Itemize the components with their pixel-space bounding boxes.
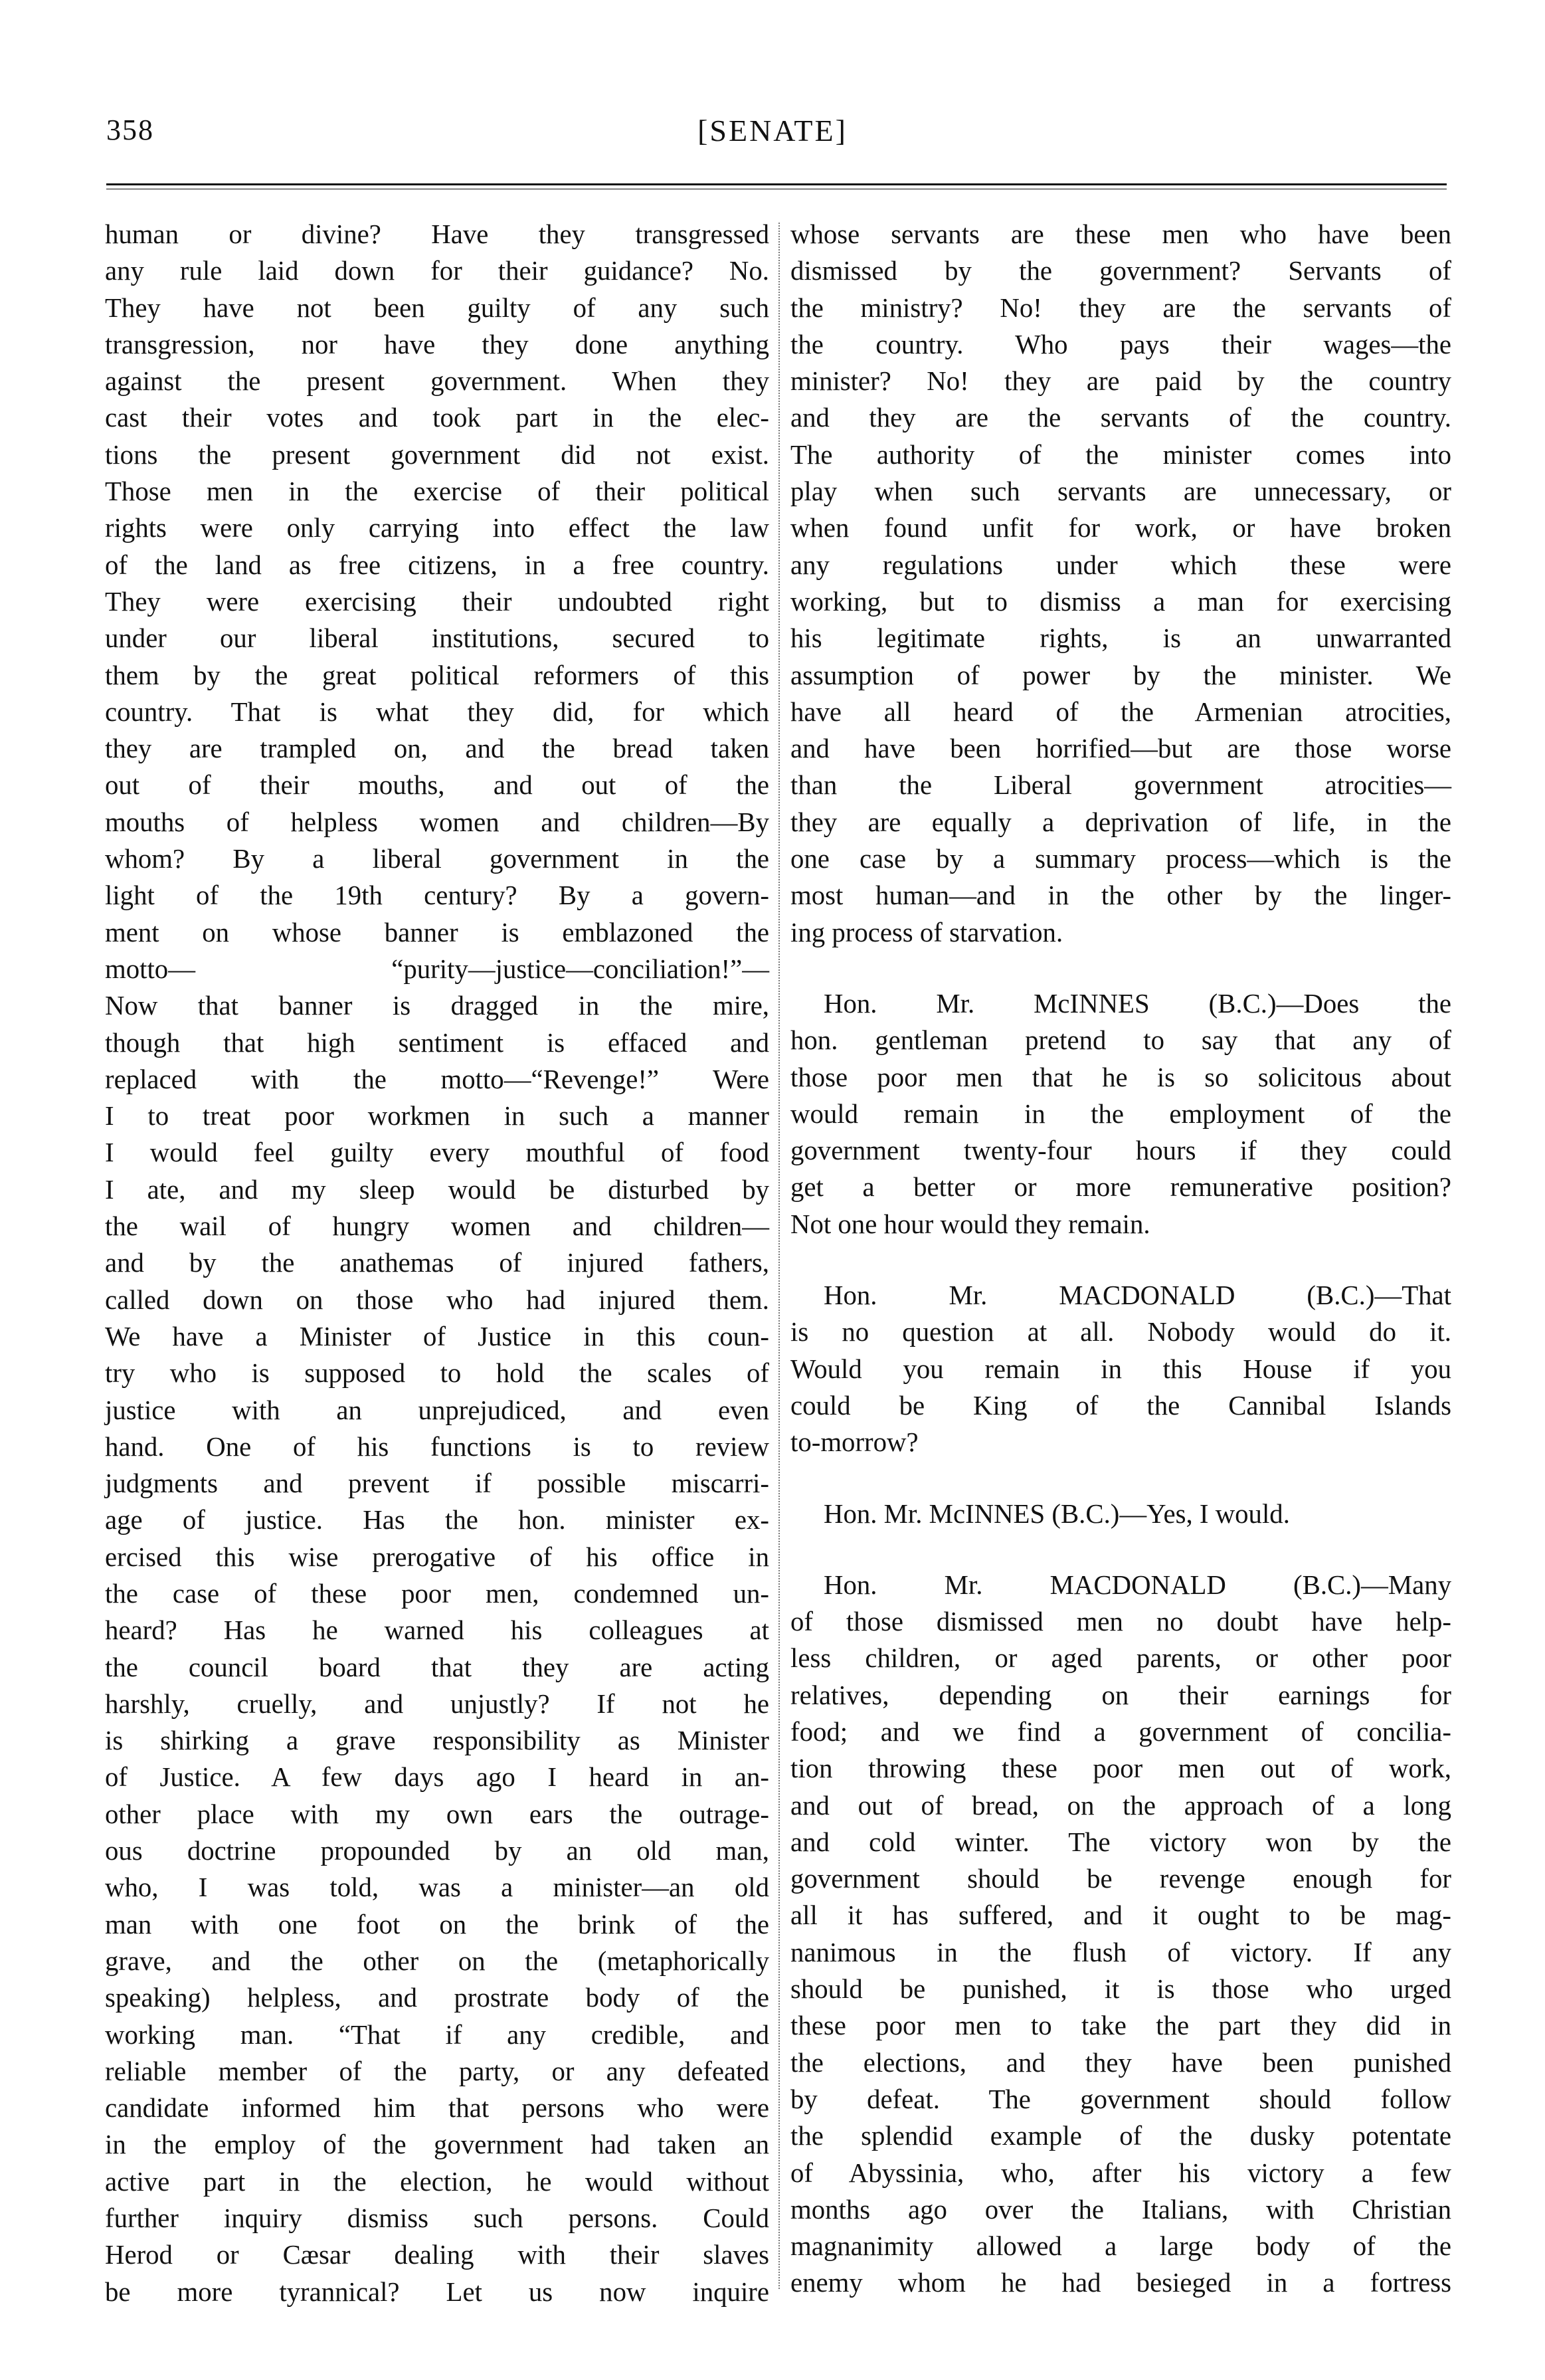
text-line: called down on those who had injured them.: [105, 1284, 769, 1315]
text-line: the council board that they are acting: [105, 1652, 769, 1682]
text-line: could be King of the Cannibal Islands: [790, 1390, 1451, 1421]
text-line: though that high sentiment is effaced and: [105, 1027, 769, 1058]
text-line: try who is supposed to hold the scales of: [105, 1358, 769, 1389]
text-line: by defeat. The government should follow: [790, 2084, 1451, 2114]
text-line: of those dismissed men no doubt have help-: [790, 1607, 1451, 1637]
text-line: Herod or Cæsar dealing with their slaves: [105, 2240, 769, 2270]
text-line: working, but to dismiss a man for exercising: [790, 586, 1451, 617]
paragraph: [790, 985, 1451, 1242]
left-column: [105, 216, 769, 2310]
text-line: in the employ of the government had taken an: [105, 2130, 769, 2160]
text-line: They were exercising their undoubted right: [105, 586, 769, 617]
text-line: the country. Who pays their wages—the: [790, 329, 1451, 359]
header-rule: [106, 183, 1447, 191]
text-line: tion throwing these poor men out of work,: [790, 1753, 1451, 1784]
text-line: hon. gentleman pretend to say that any of: [790, 1025, 1451, 1056]
text-line: enemy whom he had besieged in a fortress: [790, 2268, 1451, 2298]
text-line: Hon. Mr. McINNES (B.C.)—Does the: [824, 988, 1451, 1019]
text-line: all it has suffered, and it ought to be mag-: [790, 1900, 1451, 1931]
text-line: whose servants are these men who have been: [790, 219, 1451, 249]
text-line: Not one hour would they remain.: [790, 1209, 1150, 1239]
text-line: magnanimity allowed a large body of the: [790, 2231, 1451, 2262]
text-line: Hon. Mr. MACDONALD (B.C.)—That: [824, 1280, 1451, 1311]
text-line: the splendid example of the dusky potentate: [790, 2121, 1451, 2151]
text-line: replaced with the motto—“Revenge!” Were: [105, 1064, 769, 1094]
text-line: government should be revenge enough for: [790, 1864, 1451, 1894]
text-line: and out of bread, on the approach of a long: [790, 1790, 1451, 1821]
text-line: country. That is what they did, for which: [105, 696, 769, 727]
text-line: minister? No! they are paid by the country: [790, 366, 1451, 397]
text-line: hand. One of his functions is to review: [105, 1431, 769, 1462]
text-columns: [105, 216, 1453, 2329]
text-line: ment on whose banner is emblazoned the: [105, 917, 769, 947]
text-line: other place with my own ears the outrage-: [105, 1799, 769, 1829]
text-line: relatives, depending on their earnings for: [790, 1680, 1451, 1710]
paragraph-gap: [790, 1242, 1451, 1277]
text-line: man with one foot on the brink of the: [105, 1909, 769, 1939]
text-line: government twenty-four hours if they could: [790, 1136, 1451, 1166]
paragraph: [790, 216, 1451, 951]
page-header: [0, 100, 1545, 153]
text-line: play when such servants are unnecessary, or: [790, 476, 1451, 507]
text-line: out of their mouths, and out of the: [105, 770, 769, 801]
text-line: dismissed by the government? Servants of: [790, 256, 1451, 286]
text-line: speaking) helpless, and prostrate body of the: [105, 1983, 769, 2013]
text-line: the ministry? No! they are the servants of: [790, 292, 1451, 323]
text-line: is shirking a grave responsibility as Minister: [105, 1726, 769, 1756]
text-line: would remain in the employment of the: [790, 1098, 1451, 1129]
text-line: of Justice. A few days ago I heard in an-: [105, 1762, 769, 1793]
text-line: of the land as free citizens, in a free country.: [105, 549, 769, 580]
text-line: these poor men to take the part they did in: [790, 2011, 1451, 2041]
text-line: and cold winter. The victory won by the: [790, 1827, 1451, 1857]
text-line: We have a Minister of Justice in this coun-: [105, 1321, 769, 1351]
text-line: whom? By a liberal government in the: [105, 844, 769, 874]
text-line: and by the anathemas of injured fathers,: [105, 1248, 769, 1278]
text-line: get a better or more remunerative position?: [790, 1172, 1451, 1203]
text-line: Those men in the exercise of their political: [105, 476, 769, 507]
text-line: months ago over the Italians, with Christian: [790, 2194, 1451, 2225]
text-line: than the Liberal government atrocities—: [790, 770, 1451, 801]
text-line: candidate informed him that persons who were: [105, 2093, 769, 2124]
text-line: light of the 19th century? By a govern-: [105, 880, 769, 911]
text-line: justice with an unprejudiced, and even: [105, 1395, 769, 1425]
text-line: cast their votes and took part in the elec-: [105, 403, 769, 433]
text-line: I to treat poor workmen in such a manner: [105, 1101, 769, 1132]
text-line: his legitimate rights, is an unwarranted: [790, 623, 1451, 654]
text-line: working man. “That if any credible, and: [105, 2019, 769, 2050]
text-line: transgression, nor have they done anything: [105, 329, 769, 359]
text-line: they are equally a deprivation of life, in the: [790, 807, 1451, 837]
text-line: grave, and the other on the (metaphorically: [105, 1945, 769, 1976]
column-divider: [778, 223, 780, 2289]
text-line: any regulations under which these were: [790, 549, 1451, 580]
text-line: and they are the servants of the country.: [790, 403, 1451, 433]
text-line: have all heard of the Armenian atrocities,: [790, 696, 1451, 727]
text-line: ercised this wise prerogative of his office in: [105, 1541, 769, 1572]
text-line: the elections, and they have been punished: [790, 2047, 1451, 2078]
text-line: Would you remain in this House if you: [790, 1353, 1451, 1384]
text-line: age of justice. Has the hon. minister ex-: [105, 1505, 769, 1536]
text-line: and have been horrified—but are those worse: [790, 734, 1451, 764]
text-line: the case of these poor men, condemned un-: [105, 1578, 769, 1609]
text-line: one case by a summary process—which is the: [790, 844, 1451, 874]
text-line: them by the great political reformers of this: [105, 660, 769, 690]
text-line: should be punished, it is those who urged: [790, 1974, 1451, 2005]
text-line: be more tyrannical? Let us now inquire: [105, 2276, 769, 2307]
text-line: They have not been guilty of any such: [105, 292, 769, 323]
text-line: motto— “purity—justice—conciliation!”—: [105, 953, 769, 984]
text-line: Now that banner is dragged in the mire,: [105, 991, 769, 1021]
text-line: I would feel guilty every mouthful of food: [105, 1138, 769, 1168]
text-line: rights were only carrying into effect the law: [105, 513, 769, 544]
text-line: against the present government. When they: [105, 366, 769, 397]
text-line: heard? Has he warned his colleagues at: [105, 1615, 769, 1646]
text-line: most human—and in the other by the linger-: [790, 880, 1451, 911]
text-line: judgments and prevent if possible miscarri-: [105, 1468, 769, 1499]
text-line: further inquiry dismiss such persons. Could: [105, 2203, 769, 2234]
paragraph: [790, 1496, 1451, 1532]
running-head: [SENATE]: [697, 114, 848, 148]
paragraph-gap: [790, 1532, 1451, 1567]
text-line: is no question at all. Nobody would do it.: [790, 1317, 1451, 1347]
text-line: when found unfit for work, or have broken: [790, 513, 1451, 544]
text-line: of Abyssinia, who, after his victory a few: [790, 2157, 1451, 2188]
text-line: human or divine? Have they transgressed: [105, 219, 769, 249]
right-column: [790, 216, 1451, 2302]
text-line: harshly, cruelly, and unjustly? If not he: [105, 1688, 769, 1719]
text-line: who, I was told, was a minister—an old: [105, 1872, 769, 1903]
text-line: to-morrow?: [790, 1427, 919, 1458]
text-line: tions the present government did not exist.: [105, 439, 769, 470]
text-line: food; and we find a government of concilia-: [790, 1716, 1451, 1747]
text-line: they are trampled on, and the bread taken: [105, 734, 769, 764]
text-line: nanimous in the flush of victory. If any: [790, 1937, 1451, 1967]
text-line: active part in the election, he would without: [105, 2166, 769, 2197]
text-line: less children, or aged parents, or other poor: [790, 1643, 1451, 1674]
text-line: the wail of hungry women and children—: [105, 1211, 769, 1242]
text-line: ous doctrine propounded by an old man,: [105, 1836, 769, 1866]
text-line: under our liberal institutions, secured to: [105, 623, 769, 654]
text-line: any rule laid down for their guidance? No.: [105, 256, 769, 286]
text-line: Hon. Mr. MACDONALD (B.C.)—Many: [824, 1569, 1451, 1600]
text-line: those poor men that he is so solicitous about: [790, 1062, 1451, 1092]
text-line: Hon. Mr. McINNES (B.C.)—Yes, I would.: [824, 1498, 1290, 1529]
paragraph: [790, 1567, 1451, 2302]
paragraph: [790, 1277, 1451, 1460]
page-number: 358: [106, 114, 154, 146]
text-line: assumption of power by the minister. We: [790, 660, 1451, 690]
paragraph-gap: [790, 1461, 1451, 1496]
text-line: reliable member of the party, or any defeated: [105, 2056, 769, 2086]
text-line: The authority of the minister comes into: [790, 439, 1451, 470]
text-line: mouths of helpless women and children—By: [105, 807, 769, 837]
text-line: I ate, and my sleep would be disturbed by: [105, 1174, 769, 1205]
text-line: ing process of starvation.: [790, 917, 1063, 947]
paragraph-gap: [790, 951, 1451, 985]
